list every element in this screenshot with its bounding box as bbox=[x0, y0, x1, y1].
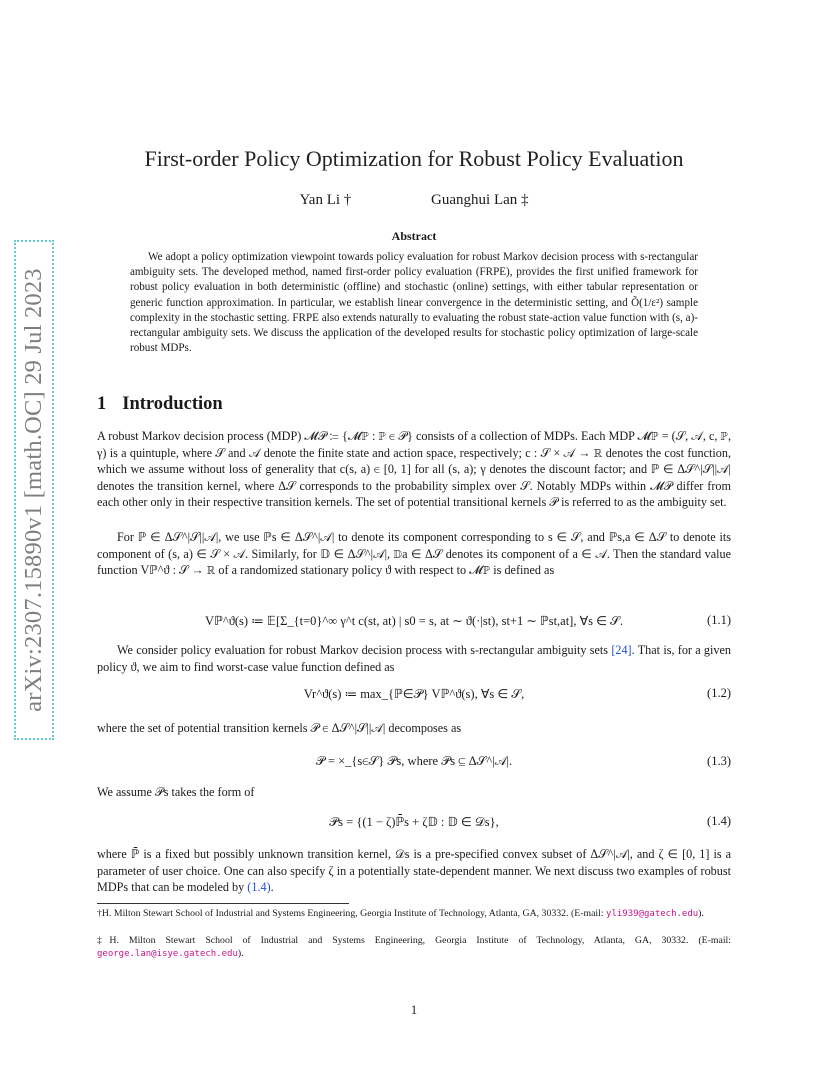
page-number: 1 bbox=[410, 1003, 418, 1017]
equation-1-3 bbox=[97, 754, 731, 772]
equation-number: (1.1) bbox=[707, 613, 731, 627]
equation-body: 𝒫s = {(1 − ζ)ℙ̄s + ζ𝔻 : 𝔻 ∈ 𝒟s}, bbox=[329, 815, 499, 829]
footnote-yan-li bbox=[97, 907, 731, 921]
arxiv-stamp bbox=[14, 240, 54, 740]
author-list bbox=[0, 192, 828, 209]
equation-body: 𝒫 = ×_{s∈𝒮} 𝒫s, where 𝒫s ⊆ Δ𝒮^|𝒜|. bbox=[315, 754, 513, 768]
paragraph-text: where ℙ̄ is a fixed but possibly unknown transition kernel, 𝒟s is a pre-specified convex subset of Δ𝒮^|𝒜|, and ζ ∈ [0, 1] is a parameter of user choice. One can also specify ζ in a potentially state-dependent manner. We next discuss two examples of robust MDPs that can be modeled by bbox=[97, 847, 731, 895]
equation-body: Vr^ϑ(s) ≔ max_{ℙ∈𝒫} Vℙ^ϑ(s), ∀s ∈ 𝒮, bbox=[303, 687, 525, 701]
paragraph-policy-evaluation bbox=[97, 642, 731, 675]
paragraph-decomposition: where the set of potential transition kernels 𝒫 ∈ Δ𝒮^|𝒮||𝒜| decomposes as bbox=[97, 721, 462, 735]
footnote-text: †H. Milton Stewart School of Industrial and Systems Engineering, Georgia Institute of Technology, Atlanta, GA, 30332. (E-mail: bbox=[97, 908, 607, 919]
footnote-end: ). bbox=[698, 908, 704, 919]
paragraph-text: We consider policy evaluation for robust Markov decision process with s-rectangular ambiguity sets bbox=[117, 643, 612, 657]
citation-link[interactable]: [24] bbox=[611, 643, 632, 657]
equation-number: (1.4) bbox=[707, 814, 731, 828]
equation-number: (1.2) bbox=[707, 686, 731, 700]
paragraph-text: . That is, for a given policy ϑ, we aim to find worst-case value function defined as bbox=[97, 643, 731, 674]
section-heading bbox=[97, 394, 223, 415]
equation-link[interactable]: (1.4) bbox=[247, 880, 271, 895]
footnote-guanghui-lan bbox=[97, 934, 731, 961]
paragraph-assumption: We assume 𝒫s takes the form of bbox=[97, 785, 255, 799]
equation-body: Vℙ^ϑ(s) ≔ 𝔼[Σ_{t=0}^∞ γ^t c(st, at) | s0 = s, at ∼ ϑ(·|st), st+1 ∼ ℙst,at], ∀s ∈ 𝒮. bbox=[205, 614, 623, 628]
footnote-divider bbox=[97, 903, 349, 904]
equation-1-4 bbox=[97, 814, 731, 832]
paragraph-text: . bbox=[270, 880, 274, 895]
section-number: 1 bbox=[97, 394, 107, 414]
email-link[interactable]: yli939@gatech.edu bbox=[606, 909, 699, 919]
section-title: Introduction bbox=[122, 394, 223, 414]
footnote-end: ). bbox=[237, 948, 244, 960]
paper-title: First-order Policy Optimization for Robust Policy Evaluation bbox=[144, 146, 684, 171]
arxiv-id: arXiv:2307.15890v1 [math.OC] 29 Jul 2023 bbox=[20, 268, 47, 712]
abstract-heading: Abstract bbox=[391, 229, 437, 243]
email-link[interactable]: george.lan@isye.gatech.edu bbox=[97, 949, 238, 960]
paragraph-robust-mdp: A robust Markov decision process (MDP) 𝓜𝒫 ≔ {𝓜ℙ : ℙ ∈ 𝒫} consists of a collection of MDPs. Each MDP 𝓜ℙ = (𝒮, 𝒜, c, ℙ, γ) is a quintuple, where 𝒮 and 𝒜 denote the finite state and action space, respectively; c : 𝒮 × 𝒜 → ℝ denotes the cost function, which we assume without loss of generality that c(s, a) ∈ [0, 1] for all (s, a); γ denotes the discount factor; and ℙ ∈ Δ𝒮^|𝒮||𝒜| denotes the transition kernel, where Δ𝒮 corresponds to the probability simplex over 𝒮. Notably MDPs within 𝓜𝒫 differ from each other only in their respective transition kernels. The set of potential transitional kernels 𝒫 is referred to as the ambiguity set. bbox=[97, 429, 731, 510]
paragraph-notation: For ℙ ∈ Δ𝒮^|𝒮||𝒜|, we use ℙs ∈ Δ𝒮^|𝒜| to denote its component corresponding to s ∈ 𝒮, and ℙs,a ∈ Δ𝒮 to denote its component of (s, a) ∈ 𝒮 × 𝒜. Similarly, for 𝔻 ∈ Δ𝒮^|𝒜|, 𝔻a ∈ Δ𝒮 denotes its component of a ∈ 𝒜. Then the standard value function Vℙ^ϑ : 𝒮 → ℝ of a randomized stationary policy ϑ with respect to 𝓜ℙ is defined as bbox=[97, 530, 731, 578]
equation-1-1 bbox=[97, 613, 731, 631]
equation-1-2 bbox=[97, 686, 731, 704]
abstract-text: We adopt a policy optimization viewpoint towards policy evaluation for robust Markov decision process with s-rectangular ambiguity sets. The developed method, named first-order policy evaluation (FRPE), provides the first unified framework for robust policy evaluation in both deterministic (offline) and stochastic (online) settings, with either tabular representation or generic function approximation. In particular, we establish linear convergence in the deterministic setting, and Õ(1/ε²) sample complexity in the stochastic setting. FRPE also extends naturally to evaluating the robust state-action value function with (s, a)-rectangular ambiguity sets. We discuss the application of the developed results for stochastic policy optimization of large-scale robust MDPs. bbox=[130, 251, 698, 355]
author-yan-li: Yan Li † bbox=[299, 192, 352, 208]
equation-number: (1.3) bbox=[707, 754, 731, 768]
paragraph-examples bbox=[97, 846, 731, 896]
author-guanghui-lan: Guanghui Lan ‡ bbox=[431, 192, 529, 208]
footnote-text: ‡H. Milton Stewart School of Industrial and Systems Engineering, Georgia Institute of Technology, Atlanta, GA, 30332. (E-mail: bbox=[97, 935, 731, 946]
